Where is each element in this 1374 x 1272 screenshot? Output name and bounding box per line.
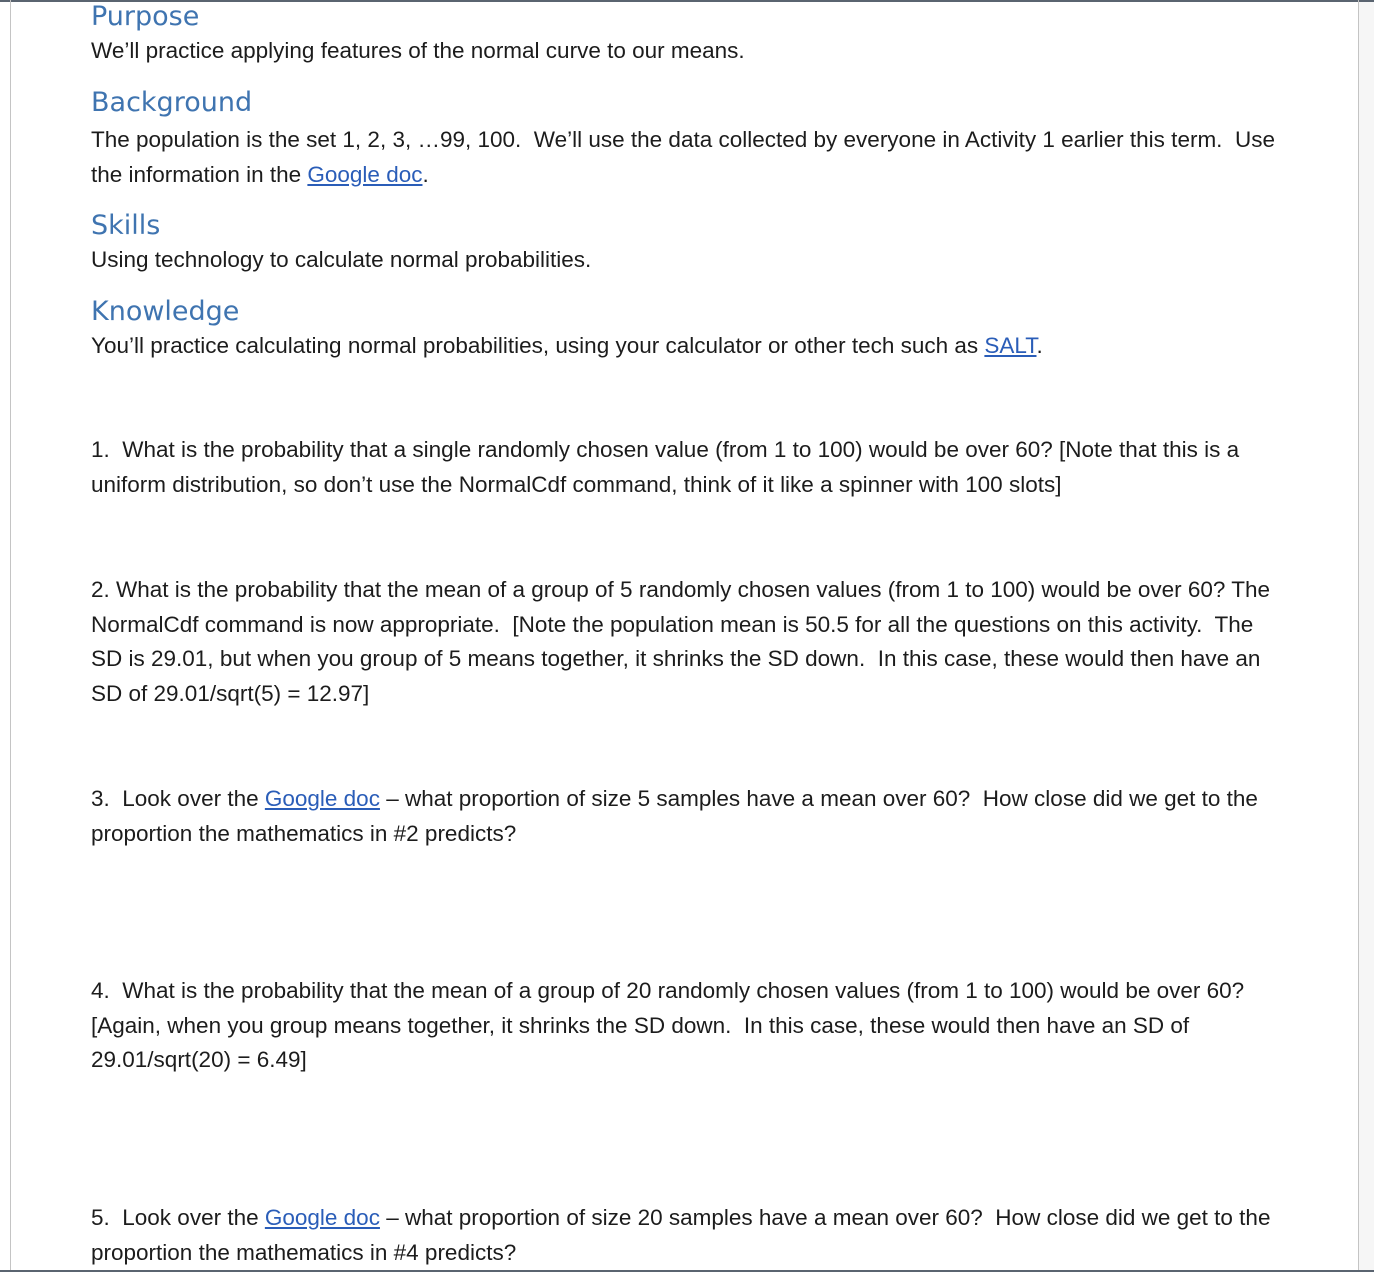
top-border (0, 0, 1374, 2)
google-doc-link-q3[interactable]: Google doc (264, 786, 380, 811)
question-5 (91, 1201, 1286, 1270)
question-3-text-after: – what proportion of size 5 samples have a mean over 60? How close did we get to the proportion the mathematics in #2 predicts? (91, 786, 1265, 846)
question-1-text: 1. What is the probability that a single randomly chosen value (from 1 to 100) would be over 60? [Note that this is a uniform distribution, so don’t use the NormalCdf command, think of it like a spinner with 100 slots] (91, 437, 1246, 497)
purpose-text-content: We’ll practice applying features of the normal curve to our means. (91, 38, 745, 63)
background-heading: Background (91, 87, 253, 118)
background-text-before: The population is the set 1, 2, 3, …99, 100. We’ll use the data collected by everyone in Activity 1 earlier this term. Use the information in the (91, 127, 1282, 187)
question-2-text: 2. What is the probability that the mean of a group of 5 randomly chosen values (from 1 to 100) would be over 60? The NormalCdf command is now appropriate. [Note the population mean is 50.5 for all the questions on this activity. The SD is 29.01, but when you group of 5 means together, it shrinks the SD down. In this case, these would then have an SD of 29.01/sqrt(5) = 12.97] (91, 577, 1277, 706)
question-4 (91, 974, 1286, 1078)
knowledge-heading: Knowledge (91, 296, 240, 327)
skills-heading: Skills (91, 210, 161, 241)
salt-link[interactable]: SALT (984, 333, 1037, 358)
skills-text (91, 243, 1286, 278)
left-page-edge (10, 0, 11, 1272)
purpose-text (91, 34, 1286, 69)
google-doc-link-q5[interactable]: Google doc (264, 1205, 380, 1230)
skills-text-content: Using technology to calculate normal probabilities. (91, 247, 592, 272)
question-3 (91, 782, 1286, 851)
google-doc-link[interactable]: Google doc (307, 161, 423, 187)
knowledge-text-before: You’ll practice calculating normal probabilities, using your calculator or other tech such as (91, 333, 985, 358)
background-text-after: . (422, 161, 429, 187)
question-5-text-before: 5. Look over the (91, 1205, 265, 1230)
question-2 (91, 573, 1286, 711)
question-5-text-after: – what proportion of size 20 samples have a mean over 60? How close did we get to the proportion the mathematics in #4 predicts? (91, 1205, 1277, 1265)
knowledge-text (91, 329, 1286, 364)
scroll-gutter[interactable] (1359, 2, 1374, 1270)
question-3-text-before: 3. Look over the (91, 786, 265, 811)
question-4-text: 4. What is the probability that the mean of a group of 20 randomly chosen values (from 1 to 100) would be over 60? [Again, when you group means together, it shrinks the SD down. In this case, these would then have an SD of 29.01/sqrt(20) = 6.49] (91, 978, 1251, 1073)
background-text (91, 123, 1286, 192)
purpose-heading: Purpose (91, 1, 200, 32)
question-1 (91, 433, 1286, 502)
knowledge-text-after: . (1036, 333, 1043, 358)
